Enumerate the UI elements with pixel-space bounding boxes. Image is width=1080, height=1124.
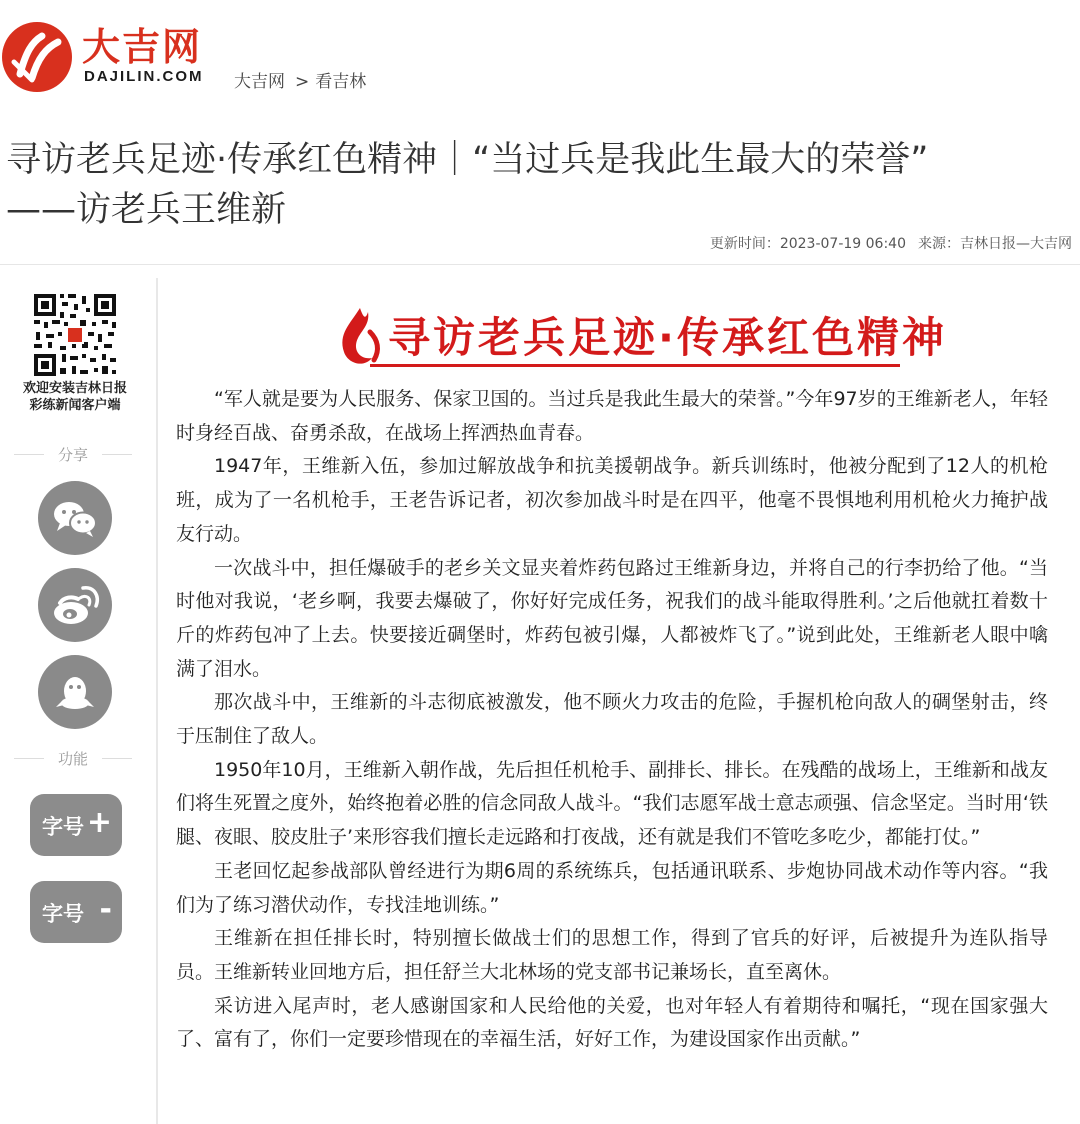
site-header: [0, 0, 1080, 100]
site-logo[interactable]: [2, 18, 217, 96]
header-divider: [0, 264, 1080, 265]
qq-penguin-icon: [38, 655, 112, 729]
wechat-icon: [38, 481, 112, 555]
article-body: [176, 383, 1048, 1057]
qr-caption-line-1: 欢迎安装吉林日报: [22, 381, 127, 396]
banner-title: 寻访老兵足迹·传承红色精神: [388, 313, 947, 362]
weibo-icon: [38, 568, 112, 642]
qr-code-icon: [32, 292, 118, 378]
sidebar-divider: [156, 278, 158, 1124]
breadcrumb-home-link[interactable]: 大吉网: [234, 72, 285, 92]
font-decrease-button[interactable]: [30, 881, 122, 943]
qr-caption-line-2: 彩练新闻客户端: [29, 398, 121, 413]
breadcrumb: [234, 67, 366, 92]
article-paragraph: 1950年10月，王维新入朝作战，先后担任机枪手、副排长、排长。在残酷的战场上，王维新和战友们将生死置之度外，始终抱着必胜的信念同敌人战斗。“我们志愿军战士意志顽强、信念坚定。当时用‘铁腿、夜眼、胶皮肚子’来形容我们擅长走远路和打夜战，还有就是我们不管吃多吃少，都能打仗。”: [176, 758, 1048, 849]
logo-emblem-icon: [2, 22, 72, 92]
logo-domain: DAJILIN.COM: [84, 68, 204, 85]
article-paragraph: 王老回忆起参战部队曾经进行为期6周的系统练兵，包括通讯联系、步炮协同战术动作等内容。“我们为了练习潜伏动作，专找洼地训练。”: [176, 859, 1048, 916]
minus-icon: -: [99, 892, 112, 927]
update-label: 更新时间：: [709, 236, 780, 252]
qr-caption: [0, 380, 150, 414]
breadcrumb-section-link[interactable]: 看吉林: [315, 72, 367, 92]
banner-underline: [370, 364, 900, 367]
function-section-label: 功能: [14, 748, 132, 769]
font-increase-button[interactable]: [30, 794, 122, 856]
page-title: [6, 135, 1066, 235]
article-paragraph: 那次战斗中，王维新的斗志彻底被激发，他不顾火力攻击的危险，手握机枪向敌人的碉堡射击，终于压制住了敌人。: [176, 691, 1048, 748]
share-qq-button[interactable]: [38, 655, 112, 729]
title-line-2: ——访老兵王维新: [6, 190, 287, 231]
article-banner: [330, 302, 947, 372]
title-line-1: 寻访老兵足迹·传承红色精神｜“当过兵是我此生最大的荣誉”: [6, 140, 929, 181]
article-meta: [710, 233, 1072, 253]
article-paragraph: 一次战斗中，担任爆破手的老乡关文显夹着炸药包路过王维新身边，并将自己的行李扔给了他。“当时他对我说，‘老乡啊，我要去爆破了，你好好完成任务，祝我们的战斗能取得胜利。’之后他就扛着数十斤的炸药包冲了上去。快要接近碉堡时，炸药包被引爆，人都被炸飞了。”说到此处，王维新老人眼中噙满了泪水。: [176, 556, 1048, 680]
share-wechat-button[interactable]: [38, 481, 112, 555]
source-label: 来源：: [918, 236, 960, 252]
article-paragraph: 王维新在担任排长时，特别擅长做战士们的思想工作，得到了官兵的好评，后被提升为连队指导员。王维新转业回地方后，担任舒兰大北林场的党支部书记兼场长，直至离休。: [176, 927, 1048, 983]
article-paragraph: 采访进入尾声时，老人感谢国家和人民给他的关爱，也对年轻人有着期待和嘱托，“现在国家强大了、富有了，你们一定要珍惜现在的幸福生活，好好工作，为建设国家作出贡献。”: [176, 994, 1048, 1051]
article-paragraph: 1947年，王维新入伍，参加过解放战争和抗美援朝战争。新兵训练时，他被分配到了12人的机枪班，成为了一名机枪手，王老告诉记者，初次参加战斗时是在四平，他毫不畏惧地利用机枪火力掩护战友行动。: [176, 455, 1048, 545]
article-paragraph: “军人就是要为人民服务、保家卫国的。当过兵是我此生最大的荣誉。”今年97岁的王维新老人，年轻时身经百战、奋勇杀敌，在战场上挥洒热血青春。: [176, 388, 1048, 444]
logo-text: 大吉网: [82, 25, 203, 69]
banner-flame-icon: [330, 302, 390, 372]
breadcrumb-separator: >: [295, 72, 310, 92]
plus-icon: +: [86, 805, 112, 840]
font-decrease-label: 字号: [42, 902, 84, 926]
source-name: 吉林日报—大吉网: [960, 236, 1072, 252]
update-time: 2023-07-19 06:40: [779, 236, 906, 252]
font-increase-label: 字号: [42, 815, 84, 839]
share-weibo-button[interactable]: [38, 568, 112, 642]
share-section-label: 分享: [14, 444, 132, 465]
